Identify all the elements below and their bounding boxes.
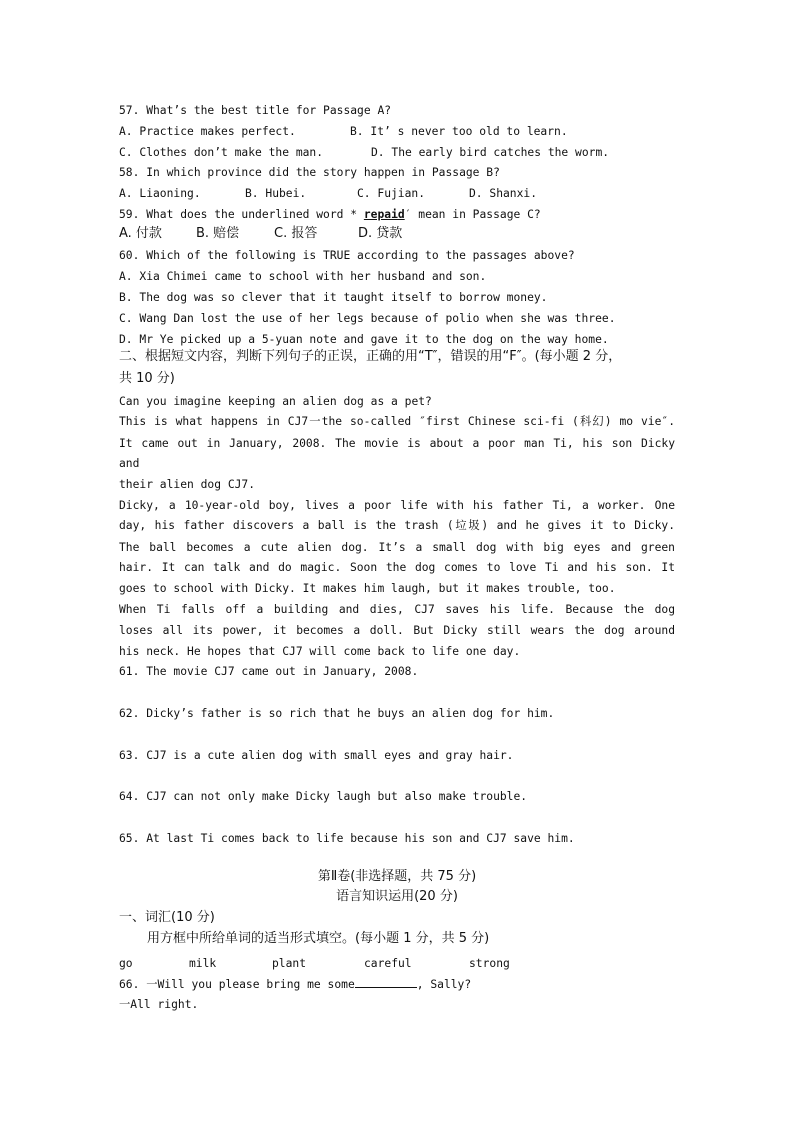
answer-blank[interactable] xyxy=(355,976,417,988)
q66-reply: 一All right. xyxy=(119,998,199,1011)
q57-option-b: B. It’ s never too old to learn. xyxy=(350,125,568,138)
underlined-word: repaid xyxy=(363,208,405,221)
section-2-heading: 二、根据短文内容，判断下列句子的正误，正确的用“T″，错误的用“F″。(每小题 2 分， xyxy=(119,349,622,364)
passage-line: his neck. He hopes that CJ7 will come back to life one day. xyxy=(119,645,521,658)
passage-line: and xyxy=(119,457,140,470)
q58-option-c: C. Fujian. xyxy=(357,187,426,200)
statement-64: 64. CJ7 can not only make Dicky laugh but also make trouble. xyxy=(119,790,528,803)
passage-line: goes to school with Dicky. It makes him laugh, but it makes trouble, too. xyxy=(119,582,616,595)
q60-option-c: C. Wang Dan lost the use of her legs because of polio when she was three. xyxy=(119,312,616,325)
word-bank-item: milk xyxy=(189,957,217,970)
q59-prefix: 59. What does the underlined word * xyxy=(119,208,358,221)
q58-option-a: A. Liaoning. xyxy=(119,187,201,200)
q58-option-b: B. Hubei. xyxy=(245,187,307,200)
passage-line: Can you imagine keeping an alien dog as a pet? xyxy=(119,395,432,408)
statement-63: 63. CJ7 is a cute alien dog with small eyes and gray hair. xyxy=(119,749,514,762)
part-2-title: 第Ⅱ卷(非选择题，共 75 分) xyxy=(317,869,477,884)
q60-option-b: B. The dog was so clever that it taught itself to borrow money. xyxy=(119,291,548,304)
q66-prefix: 66. 一Will you please bring me some xyxy=(119,978,355,991)
q59-option-b: B. 赔偿 xyxy=(196,226,240,241)
part-2-subtitle: 语言知识运用(20 分) xyxy=(336,889,458,904)
q59-option-a: A. 付款 xyxy=(119,226,162,241)
passage-line: The ball becomes a cute alien dog. It’s a small dog with big eyes and green xyxy=(119,541,675,554)
q58-option-d: D. Shanxi. xyxy=(469,187,538,200)
passage-line: It came out in January, 2008. The movie is about a poor man Ti, his son Dicky xyxy=(119,437,675,450)
passage-line: their alien dog CJ7. xyxy=(119,478,256,491)
q59-option-d: D. 贷款 xyxy=(358,226,403,241)
word-bank-item: plant xyxy=(272,957,307,970)
section-2-heading-cont: 共 10 分) xyxy=(119,371,175,386)
q57-option-c: C. Clothes don’t make the man. xyxy=(119,146,324,159)
word-bank-item: careful xyxy=(364,957,412,970)
q66-suffix: , Sally? xyxy=(416,978,472,991)
word-bank-item: go xyxy=(119,957,133,970)
passage-line: day, his father discovers a ball is the trash (垃圾) and he gives it to Dicky. xyxy=(119,519,675,532)
word-bank-item: strong xyxy=(469,957,510,970)
vocabulary-heading: 一、词汇(10 分) xyxy=(119,910,215,925)
question-57: 57. What’s the best title for Passage A? xyxy=(119,104,392,117)
passage-line: hair. It can talk and do magic. Soon the dog comes to love Ti and his son. It xyxy=(119,561,675,574)
passage-line: Dicky, a 10-year-old boy, lives a poor life with his father Ti, a worker. One xyxy=(119,499,675,512)
question-60: 60. Which of the following is TRUE according to the passages above? xyxy=(119,249,575,262)
vocabulary-instruction: 用方框中所给单词的适当形式填空。(每小题 1 分，共 5 分) xyxy=(147,931,490,946)
statement-62: 62. Dicky’s father is so rich that he buys an alien dog for him. xyxy=(119,707,555,720)
passage-line: loses all its power, it becomes a doll. But Dicky still wears the dog around xyxy=(119,624,675,637)
question-66 xyxy=(119,976,471,993)
passage-line: When Ti falls off a building and dies, CJ7 saves his life. Because the dog xyxy=(119,603,675,616)
q59-option-c: C. 报答 xyxy=(274,226,318,241)
passage-line: This is what happens in CJ7一the so-called ″first Chinese sci-fi (科幻) mo vie″. xyxy=(119,415,675,428)
statement-61: 61. The movie CJ7 came out in January, 2008. xyxy=(119,665,419,678)
q60-option-a: A. Xia Chimei came to school with her husband and son. xyxy=(119,270,487,283)
q59-suffix: ′ mean in Passage C? xyxy=(404,208,541,221)
statement-65: 65. At last Ti comes back to life because his son and CJ7 save him. xyxy=(119,832,575,845)
question-58: 58. In which province did the story happen in Passage B? xyxy=(119,166,500,179)
q57-option-a: A. Practice makes perfect. xyxy=(119,125,296,138)
q60-option-d: D. Mr Ye picked up a 5-yuan note and gave it to the dog on the way home. xyxy=(119,333,609,346)
q57-option-d: D. The early bird catches the worm. xyxy=(371,146,610,159)
question-59 xyxy=(119,207,541,223)
